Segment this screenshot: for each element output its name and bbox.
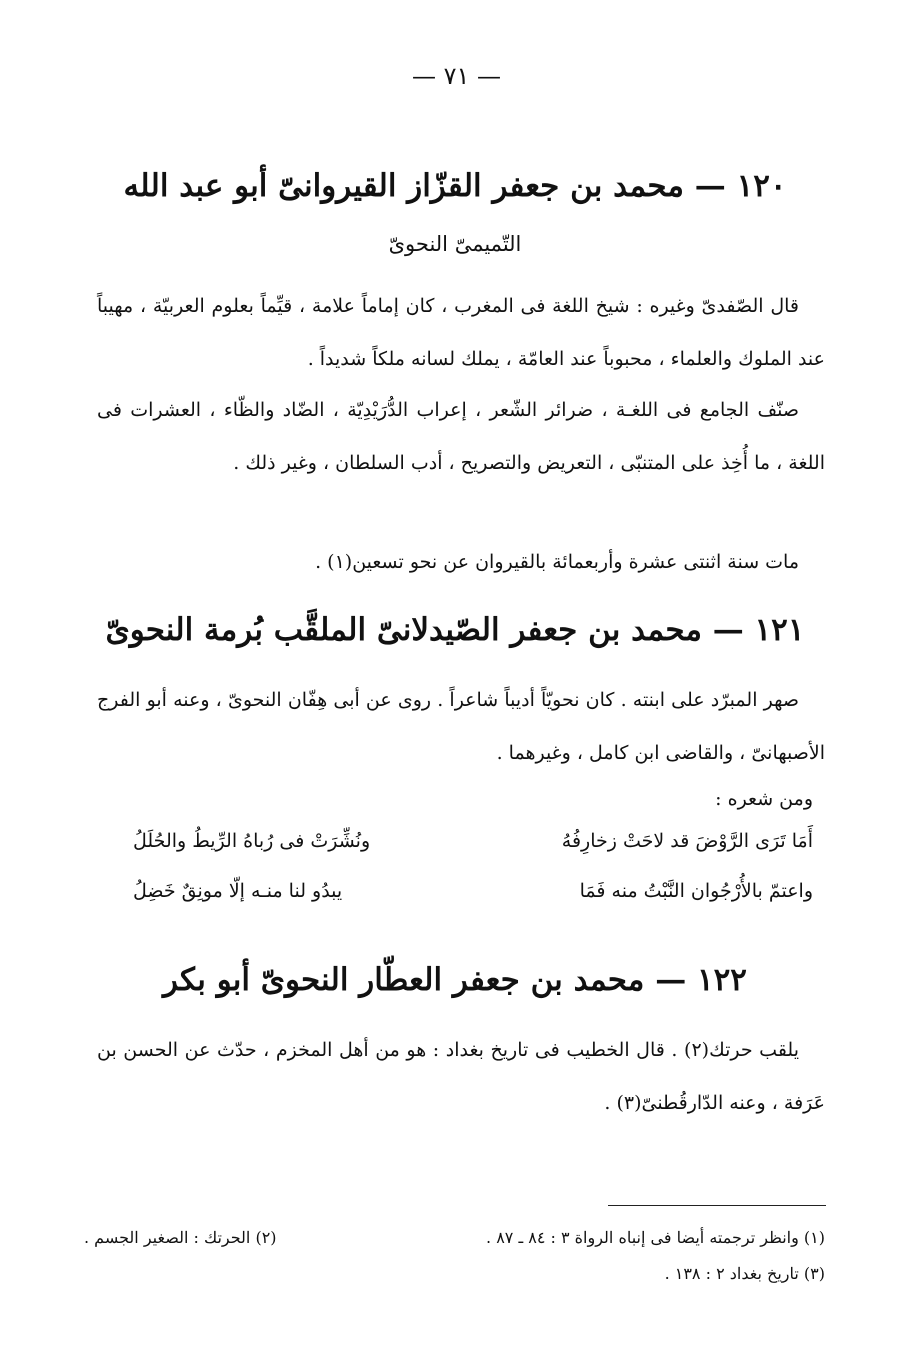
entry-120-paragraph-1-text: قال الصّفدىّ وغيره : شيخ اللغة فى المغرب ، كان إماماً علامة ، قيِّماً بعلوم العربيّة ، مهيباً عند الملوك والعلماء ، محبوباً عند العامّة ، يملك لسانه ملكاً شديداً . [97,295,825,370]
verse-line-2 [133,880,813,902]
entry-120-paragraph-1 [97,280,825,386]
verse-2-second-hemistich: يبدُو لنا منـه إلّا مونِقٌ خَضِلُ [133,880,343,902]
footnote-3: (٣) تاريخ بغداد ٢ : ١٣٨ . [664,1264,825,1283]
verse-2-first-hemistich: واعتمّ بالأُرْجُوان النَّبْتُ منه فَمَا [579,880,813,902]
entry-120-paragraph-2 [97,384,825,490]
footnote-1: (١) وانظر ترجمته أيضا فى إنباه الرواة ٣ : ٨٤ ـ ٨٧ . [486,1228,825,1247]
entry-120-paragraph-3-text: مات سنة اثنتى عشرة وأربعمائة بالقيروان عن نحو تسعين(١) . [315,551,799,573]
footnote-separator [608,1205,826,1206]
entry-122-paragraph-1-text: يلقب حرتك(٢) . قال الخطيب فى تاريخ بغداد : هو من أهل المخزم ، حدّث عن الحسن بن عَرَفة ، وعنه الدّارقُطنىّ(٣) . [97,1039,825,1114]
entry-120-paragraph-3 [97,536,825,589]
verse-line-1 [133,830,813,852]
entry-121-paragraph-1-text: صهر المبرّد على ابنته . كان نحويّاً أديباً شاعراً . روى عن أبى هِفّان النحوىّ ، وعنه أبو الفرج الأصبهانىّ ، والقاضى ابن كامل ، وغيرهما . [97,689,825,764]
page-number: — ٧١ — [411,62,502,90]
verse-1-second-hemistich: ونُشِّرَتْ فى رُباهُ الرِّيطُ والحُلَلُ [133,830,371,852]
entry-122-heading: ١٢٢ — محمد بن جعفر العطّار النحوىّ أبو بكر [163,962,747,998]
entry-122-paragraph-1 [97,1024,825,1130]
entry-120-subheading: التّميمىّ النحوىّ [388,232,522,256]
entry-121-poetry-intro: ومن شعره : [715,788,813,810]
entry-121-heading: ١٢١ — محمد بن جعفر الصّيدلانىّ الملقَّب بُرمة النحوىّ [105,612,805,648]
entry-120-paragraph-2-text: صنّف الجامع فى اللغـة ، ضرائر الشّعر ، إعراب الدُّرَيْدِيّة ، الضّاد والظّاء ، العشرات فى اللغة ، ما أُخِذ على المتنبّى ، التعريض والتصريح ، أدب السلطان ، وغير ذلك . [97,399,825,474]
entry-121-paragraph-1 [97,674,825,780]
footnote-2: (٢) الحرتك : الصغير الجسم . [84,1228,277,1247]
entry-120-heading: ١٢٠ — محمد بن جعفر القزّاز القيروانىّ أبو عبد الله [123,168,787,204]
verse-1-first-hemistich: أَمَا تَرَى الرَّوْضَ قد لاحَتْ زخارِفُهُ [561,830,813,852]
